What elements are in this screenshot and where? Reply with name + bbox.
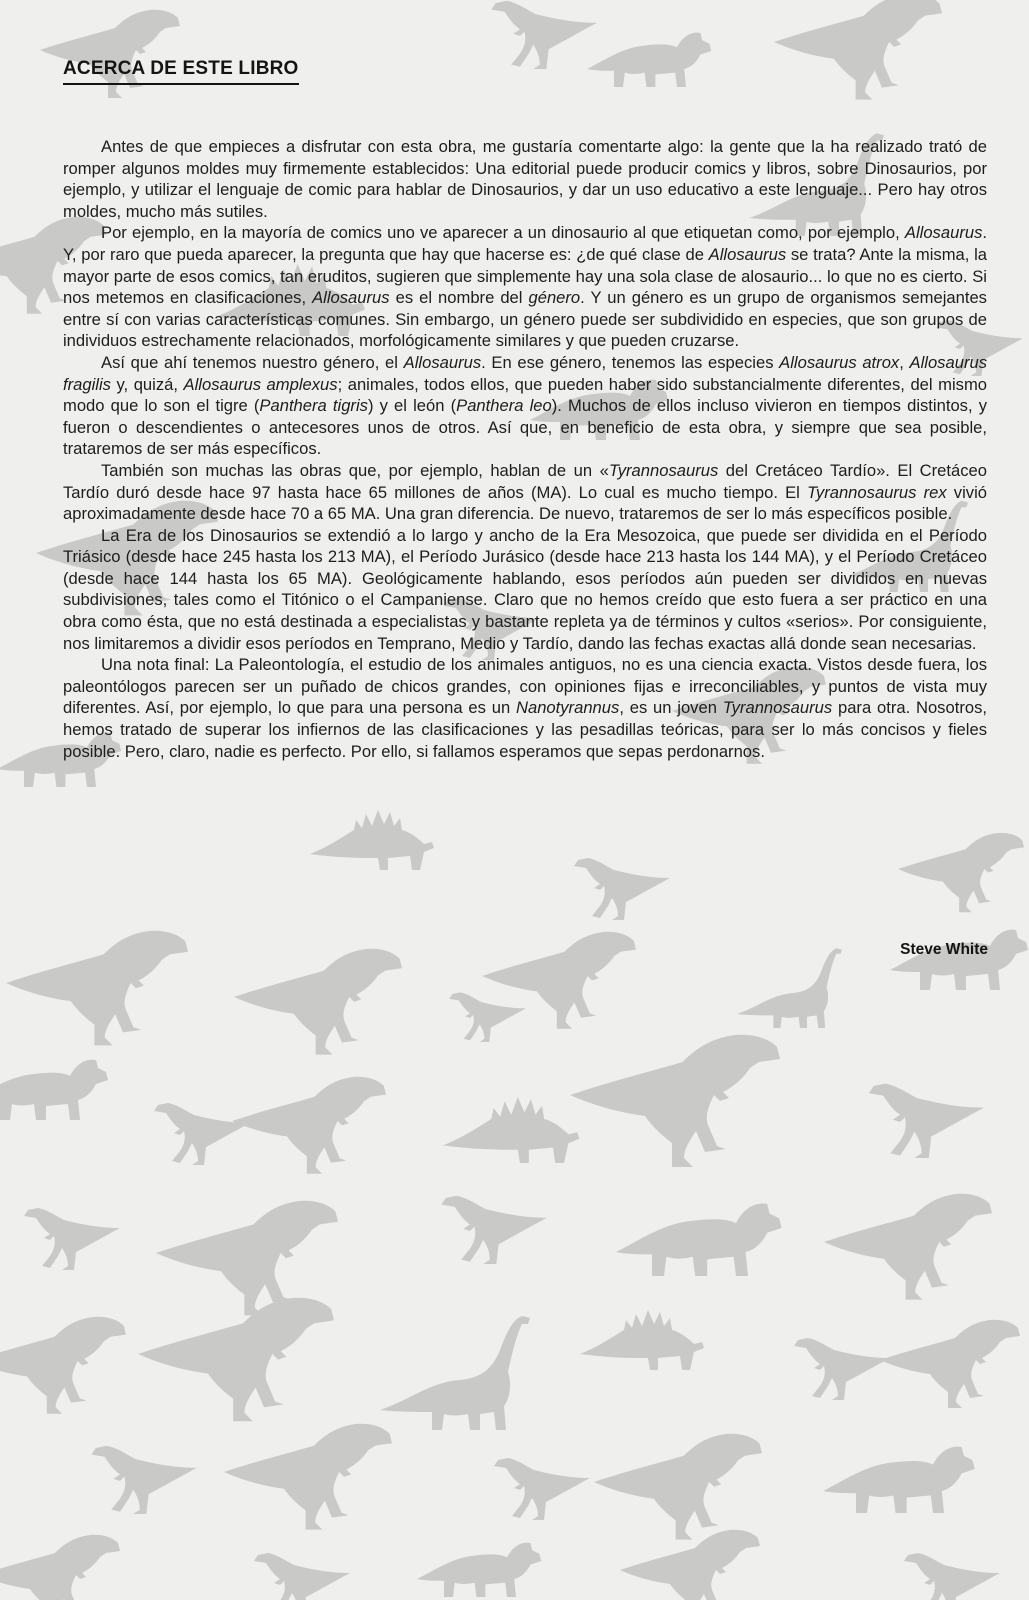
italic-term: Panthera tigris xyxy=(259,396,368,416)
italic-term: Allosaurus xyxy=(904,223,983,243)
text-run: es el nombre del xyxy=(389,288,529,308)
italic-term: género xyxy=(528,288,581,308)
text-run: Antes de que empieces a disfrutar con esta obra, me gustaría comentarte algo: la gente que la ha realizado trató de romper algunos moldes muy firmemente establecidos: Una editorial puede producir comics y libros, sobre Dinosaurios, por ejemplo, y utilizar el lenguaje de comic para hablar de Dinosaurios, y dar un uso educativo a este lenguaje... Pero hay otros moldes, mucho más sutiles. xyxy=(63,137,987,221)
italic-term: Allosaurus amplexus xyxy=(183,374,338,394)
article-body xyxy=(63,136,987,762)
text-run: , xyxy=(899,352,910,372)
author-signature: Steve White xyxy=(900,941,988,958)
italic-term: Allosaurus xyxy=(708,244,787,264)
text-run: , es un joven xyxy=(619,698,723,718)
italic-term: Panthera leo xyxy=(456,396,552,416)
paragraph xyxy=(63,136,987,222)
text-run: del Cretáceo Tardío». El Cretáceo Tardío duró desde hace 97 hasta hace 65 millones de años (MA). Lo cual es mucho tiempo. El xyxy=(63,460,987,502)
italic-term: Tyrannosaurus xyxy=(722,698,833,718)
italic-term: Nanotyrannus xyxy=(515,698,620,718)
text-run: . Y un género es un grupo de organismos semejantes entre sí con varias características comunes. Sin embargo, un género puede ser subdividido en especies, que son grupos de individuos estrechamente relacionados, morfológicamente similares y que pueden cruzarse. xyxy=(63,288,987,351)
text-run: . En ese género, tenemos las especies xyxy=(481,352,780,372)
paragraph xyxy=(63,222,987,352)
text-run: vivió aproximadamente desde hace 70 a 65 MA. Una gran diferencia. De nuevo, trataremos de ser lo más específicos posible. xyxy=(63,482,988,524)
text-run: También son muchas las obras que, por ejemplo, hablan de un « xyxy=(101,460,609,480)
paragraph xyxy=(63,525,987,655)
text-run: ) y el león ( xyxy=(367,396,457,416)
text-run: y, quizá, xyxy=(110,374,184,394)
text-run: para otra. Nosotros, hemos tratado de superar los infiernos de las clasificaciones y las pesadillas teóricas, para ser lo más concisos y fieles posible. Pero, claro, nadie es perfecto. Por ello, si fallamos esperamos que sepas perdonarnos. xyxy=(63,698,987,761)
italic-term: Tyrannosaurus xyxy=(608,460,719,480)
italic-term: Allosaurus xyxy=(312,288,390,308)
paragraph xyxy=(63,460,987,525)
text-run: ; animales, todos ellos, que pueden haber sido substancialmente diferentes, del mismo modo que lo son el tigre ( xyxy=(63,374,987,416)
italic-term: Tyrannosaurus rex xyxy=(807,482,947,502)
text-run: La Era de los Dinosaurios se extendió a lo largo y ancho de la Era Mesozoica, que puede ser dividida en el Período Triásico (desde hace 245 hasta los 213 MA), el Período Jurásico (desde hace 213 hasta los 144 MA), y el Período Cretáceo (desde hace 144 hasta los 65 MA). Geológicamente hablando, esos períodos aún pueden ser divididos en nuevas subdivisiones, tales como el Titónico o el Campaniense. Claro que no hemos creído que esto fuera a ser práctico en una obra como ésta, que no está destinada a especialistas y bastante repleta ya de términos y cultos «serios». Por consiguiente, nos limitaremos a dividir esos períodos en Temprano, Medio y Tardío, dando las fechas exactas allá donde sean necesarias. xyxy=(63,525,987,653)
paragraph xyxy=(63,352,987,460)
text-run: . Y, por raro que pueda aparecer, la pregunta que hay que hacerse es: ¿de qué clase de xyxy=(63,223,987,264)
text-run: ). Muchos de ellos incluso vivieron en tiempos distintos, y fueron o descendientes o antecesores unos de otros. Así que, en beneficio de esta obra, y siempre que sea posible, trataremos de ser más específicos. xyxy=(63,396,988,459)
page-title: ACERCA DE ESTE LIBRO xyxy=(63,58,299,85)
italic-term: Allosaurus fragilis xyxy=(63,352,987,394)
text-run: Una nota final: La Paleontología, el estudio de los animales antiguos, no es una ciencia exacta. Vistos desde fuera, los paleontólogos parecen ser un puñado de chicos grandes, con opiniones fijas e irreconciliables, y puntos de vista muy diferentes. Así, por ejemplo, lo que para una persona es un xyxy=(63,655,987,718)
paragraph xyxy=(63,654,987,762)
italic-term: Allosaurus xyxy=(403,352,482,372)
text-run: Por ejemplo, en la mayoría de comics uno ve aparecer a un dinosaurio al que etiquetan como, por ejemplo, xyxy=(101,223,905,243)
italic-term: Allosaurus atrox xyxy=(779,352,900,372)
text-run: se trata? Ante la misma, la mayor parte de esos comics, tan eruditos, sugieren que simplemente hay una sola clase de alosaurio... lo que no es cierto. Si nos metemos en clasificaciones, xyxy=(63,244,987,308)
text-run: Así que ahí tenemos nuestro género, el xyxy=(101,352,404,372)
